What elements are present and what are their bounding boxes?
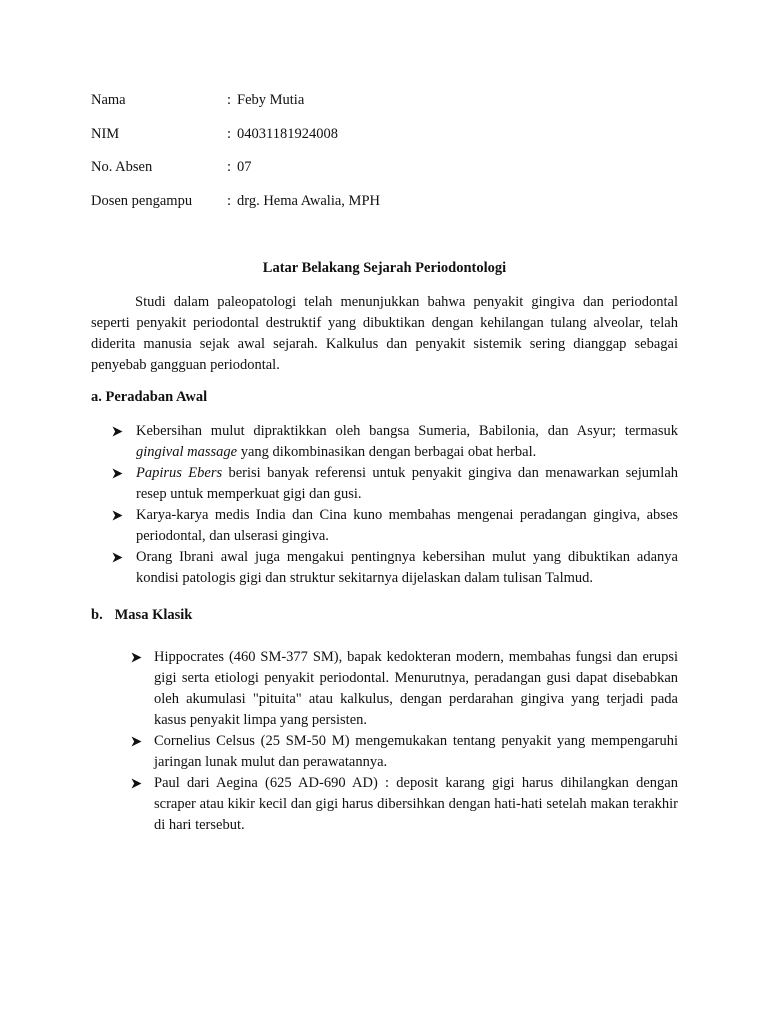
right-arrowhead-icon: [131, 652, 142, 663]
identity-colon: :: [227, 125, 232, 142]
bullet-text: Hippocrates (460 SM-377 SM), bapak kedokteran modern, membahas fungsi dan erupsi gigi serta etiologi penyakit periodontal. Menurutnya, peradangan gusi dapat disebabkan oleh akumulasi "pituita" atau kalkulus, dengan perdarahan gingiva yang terjadi pada kasus penyakit limpa yang persisten.: [154, 649, 678, 728]
bullet-item: [154, 773, 678, 836]
bullet-text: Kebersihan mulut dipraktikkan oleh bangsa Sumeria, Babilonia, dan Asyur; termasuk: [136, 423, 678, 439]
section-b-title: Masa Klasik: [114, 607, 193, 623]
section-a-list: [136, 421, 678, 589]
bullet-text: yang dikombinasikan dengan berbagai obat herbal.: [237, 444, 537, 460]
identity-value: 07: [237, 159, 252, 175]
section-a-title: Peradaban Awal: [105, 389, 208, 405]
document-title: Latar Belakang Sejarah Periodontologi: [262, 260, 507, 276]
bullet-text: Orang Ibrani awal juga mengakui pentingnya kebersihan mulut yang dibuktikan adanya kondisi patologis gigi dan struktur sekitarnya dijelaskan dalam tulisan Talmud.: [136, 549, 678, 586]
bullet-item: [136, 463, 678, 505]
identity-value: drg. Hema Awalia, MPH: [237, 192, 380, 209]
bullet-item: [154, 647, 678, 731]
bullet-italic-term: Papirus Ebers: [136, 465, 223, 481]
identity-value: 04031181924008: [237, 125, 338, 142]
right-arrowhead-icon: [112, 552, 123, 563]
right-arrowhead-icon: [112, 426, 123, 437]
bullet-text: Karya-karya medis India dan Cina kuno membahas mengenai peradangan gingiva, abses periodontal, dan ulserasi gingiva.: [136, 507, 678, 544]
section-b-list: [154, 647, 678, 836]
bullet-italic-term: gingival massage: [136, 444, 238, 460]
section-a-heading: [91, 389, 207, 406]
bullet-text: berisi banyak referensi untuk penyakit gingiva dan menawarkan sejumlah resep untuk memperkuat gigi dan gusi.: [136, 465, 679, 502]
identity-label: NIM: [91, 125, 120, 142]
bullet-text: Paul dari Aegina (625 AD-690 AD) : deposit karang gigi harus dihilangkan dengan scraper atau kikir kecil dan gigi harus dibersihkan dengan hati-hati setelah makan terakhir di hari tersebut.: [154, 775, 678, 833]
right-arrowhead-icon: [131, 736, 142, 747]
section-b-heading: [91, 607, 192, 624]
bullet-item: [154, 731, 678, 773]
right-arrowhead-icon: [112, 510, 123, 521]
right-arrowhead-icon: [131, 778, 142, 789]
bullet-item: [136, 547, 678, 589]
intro-paragraph: Studi dalam paleopatologi telah menunjukkan bahwa penyakit gingiva dan periodontal seperti penyakit periodontal destruktif yang dibuktikan dengan kehilangan tulang alveolar, telah diderita manusia sejak awal sejarah. Kalkulus dan penyakit sistemik sering dianggap sebagai penyebab gangguan periodontal.: [91, 294, 678, 373]
identity-colon: :: [227, 192, 232, 209]
right-arrowhead-icon: [112, 468, 123, 479]
identity-label: Dosen pengampu: [91, 192, 193, 209]
section-b-letter: b.: [91, 607, 103, 623]
identity-label: Nama: [91, 92, 126, 108]
bullet-item: [136, 421, 678, 463]
identity-colon: :: [227, 92, 232, 108]
identity-value: Feby Mutia: [237, 92, 305, 108]
bullet-item: [136, 505, 678, 547]
identity-colon: :: [227, 159, 232, 175]
bullet-text: Cornelius Celsus (25 SM-50 M) mengemukakan tentang penyakit yang mempengaruhi jaringan lunak mulut dan perawatannya.: [154, 733, 678, 770]
identity-label: No. Absen: [91, 159, 153, 175]
section-a-letter: a.: [91, 389, 102, 405]
